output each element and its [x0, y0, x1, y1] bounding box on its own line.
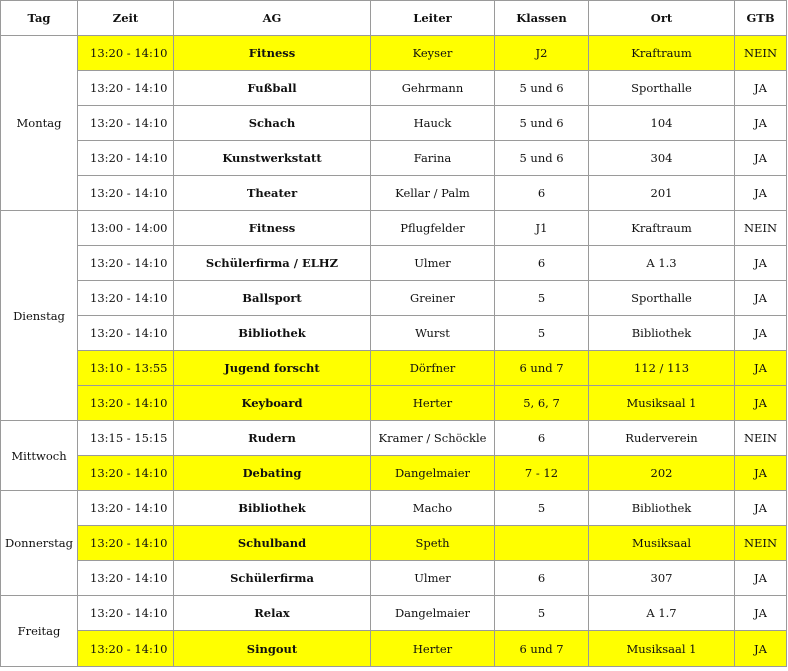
table-row [1, 71, 787, 106]
cell-klassen: 6 und 7 [495, 631, 589, 667]
cell-ort: 202 [589, 456, 735, 491]
cell-ort: Bibliothek [589, 316, 735, 351]
cell-klassen: 5 [495, 596, 589, 631]
header-klassen: Klassen [495, 1, 589, 36]
header-row [1, 1, 787, 36]
cell-ort: Musiksaal 1 [589, 386, 735, 421]
header-ag: AG [174, 1, 371, 36]
cell-gtb: JA [735, 176, 787, 211]
cell-leiter: Herter [371, 631, 495, 667]
table-row [1, 106, 787, 141]
cell-leiter: Dörfner [371, 351, 495, 386]
day-cell: Dienstag [1, 211, 78, 421]
cell-zeit: 13:20 - 14:10 [78, 246, 174, 281]
header-zeit: Zeit [78, 1, 174, 36]
cell-zeit: 13:20 - 14:10 [78, 386, 174, 421]
day-cell: Donnerstag [1, 491, 78, 596]
header-gtb: GTB [735, 1, 787, 36]
cell-ort: Sporthalle [589, 281, 735, 316]
header-ort: Ort [589, 1, 735, 36]
cell-zeit: 13:10 - 13:55 [78, 351, 174, 386]
cell-gtb: JA [735, 561, 787, 596]
cell-gtb: JA [735, 281, 787, 316]
cell-ort: Musiksaal 1 [589, 631, 735, 667]
cell-ag: Fitness [174, 211, 371, 246]
cell-ag: Fußball [174, 71, 371, 106]
cell-klassen [495, 526, 589, 561]
cell-gtb: NEIN [735, 36, 787, 71]
cell-ag: Keyboard [174, 386, 371, 421]
cell-klassen: 6 [495, 561, 589, 596]
cell-leiter: Kellar / Palm [371, 176, 495, 211]
table-row [1, 526, 787, 561]
cell-gtb: JA [735, 491, 787, 526]
cell-gtb: JA [735, 141, 787, 176]
cell-zeit: 13:20 - 14:10 [78, 596, 174, 631]
cell-klassen: 5 und 6 [495, 141, 589, 176]
table-row [1, 141, 787, 176]
cell-gtb: JA [735, 106, 787, 141]
cell-ort: 104 [589, 106, 735, 141]
cell-leiter: Gehrmann [371, 71, 495, 106]
cell-ag: Schach [174, 106, 371, 141]
cell-ort: 307 [589, 561, 735, 596]
table-row [1, 351, 787, 386]
day-cell: Freitag [1, 596, 78, 667]
cell-leiter: Ulmer [371, 246, 495, 281]
cell-zeit: 13:00 - 14:00 [78, 211, 174, 246]
cell-klassen: 5, 6, 7 [495, 386, 589, 421]
cell-ort: A 1.7 [589, 596, 735, 631]
table-row [1, 561, 787, 596]
cell-leiter: Macho [371, 491, 495, 526]
cell-leiter: Keyser [371, 36, 495, 71]
cell-ag: Schülerfirma / ELHZ [174, 246, 371, 281]
day-cell: Montag [1, 36, 78, 211]
table-row [1, 316, 787, 351]
cell-klassen: 5 [495, 316, 589, 351]
cell-zeit: 13:20 - 14:10 [78, 36, 174, 71]
day-cell: Mittwoch [1, 421, 78, 491]
header-leiter: Leiter [371, 1, 495, 36]
cell-ag: Debating [174, 456, 371, 491]
cell-ag: Relax [174, 596, 371, 631]
cell-ag: Jugend forscht [174, 351, 371, 386]
cell-zeit: 13:20 - 14:10 [78, 561, 174, 596]
cell-klassen: J2 [495, 36, 589, 71]
cell-zeit: 13:20 - 14:10 [78, 526, 174, 561]
cell-klassen: 5 und 6 [495, 106, 589, 141]
cell-leiter: Speth [371, 526, 495, 561]
cell-zeit: 13:20 - 14:10 [78, 281, 174, 316]
cell-ag: Fitness [174, 36, 371, 71]
cell-zeit: 13:15 - 15:15 [78, 421, 174, 456]
cell-gtb: NEIN [735, 211, 787, 246]
cell-ort: Kraftraum [589, 211, 735, 246]
cell-zeit: 13:20 - 14:10 [78, 106, 174, 141]
cell-ag: Bibliothek [174, 491, 371, 526]
table-row [1, 211, 787, 246]
cell-ort: Ruderverein [589, 421, 735, 456]
table-row [1, 596, 787, 631]
cell-ort: Musiksaal [589, 526, 735, 561]
cell-zeit: 13:20 - 14:10 [78, 316, 174, 351]
cell-ag: Schülerfirma [174, 561, 371, 596]
cell-klassen: 5 [495, 281, 589, 316]
cell-gtb: JA [735, 386, 787, 421]
cell-ort: 112 / 113 [589, 351, 735, 386]
table-row [1, 246, 787, 281]
cell-ort: A 1.3 [589, 246, 735, 281]
table-row [1, 456, 787, 491]
cell-klassen: J1 [495, 211, 589, 246]
table-row [1, 386, 787, 421]
cell-gtb: JA [735, 351, 787, 386]
cell-ag: Rudern [174, 421, 371, 456]
cell-leiter: Farina [371, 141, 495, 176]
cell-ort: Sporthalle [589, 71, 735, 106]
cell-leiter: Ulmer [371, 561, 495, 596]
cell-ort: 201 [589, 176, 735, 211]
cell-leiter: Wurst [371, 316, 495, 351]
cell-klassen: 5 und 6 [495, 71, 589, 106]
cell-leiter: Dangelmaier [371, 596, 495, 631]
cell-ag: Bibliothek [174, 316, 371, 351]
cell-ort: Bibliothek [589, 491, 735, 526]
cell-leiter: Herter [371, 386, 495, 421]
cell-ag: Ballsport [174, 281, 371, 316]
cell-ort: Kraftraum [589, 36, 735, 71]
cell-klassen: 6 und 7 [495, 351, 589, 386]
cell-klassen: 5 [495, 491, 589, 526]
cell-ag: Schulband [174, 526, 371, 561]
table-row [1, 631, 787, 667]
cell-klassen: 6 [495, 246, 589, 281]
table-row [1, 176, 787, 211]
cell-ort: 304 [589, 141, 735, 176]
table-row [1, 281, 787, 316]
table-row [1, 491, 787, 526]
cell-zeit: 13:20 - 14:10 [78, 176, 174, 211]
cell-zeit: 13:20 - 14:10 [78, 631, 174, 667]
schedule-body [1, 36, 787, 667]
cell-gtb: JA [735, 596, 787, 631]
cell-gtb: JA [735, 316, 787, 351]
cell-leiter: Greiner [371, 281, 495, 316]
cell-klassen: 6 [495, 176, 589, 211]
table-row [1, 421, 787, 456]
cell-leiter: Pflugfelder [371, 211, 495, 246]
cell-gtb: JA [735, 246, 787, 281]
cell-klassen: 7 - 12 [495, 456, 589, 491]
cell-gtb: NEIN [735, 526, 787, 561]
cell-leiter: Hauck [371, 106, 495, 141]
cell-zeit: 13:20 - 14:10 [78, 141, 174, 176]
cell-zeit: 13:20 - 14:10 [78, 491, 174, 526]
cell-gtb: JA [735, 71, 787, 106]
table-row [1, 36, 787, 71]
cell-klassen: 6 [495, 421, 589, 456]
cell-leiter: Kramer / Schöckle [371, 421, 495, 456]
cell-gtb: JA [735, 456, 787, 491]
cell-ag: Singout [174, 631, 371, 667]
cell-zeit: 13:20 - 14:10 [78, 71, 174, 106]
cell-ag: Kunstwerkstatt [174, 141, 371, 176]
cell-gtb: JA [735, 631, 787, 667]
cell-ag: Theater [174, 176, 371, 211]
cell-leiter: Dangelmaier [371, 456, 495, 491]
header-tag: Tag [1, 1, 78, 36]
cell-gtb: NEIN [735, 421, 787, 456]
cell-zeit: 13:20 - 14:10 [78, 456, 174, 491]
